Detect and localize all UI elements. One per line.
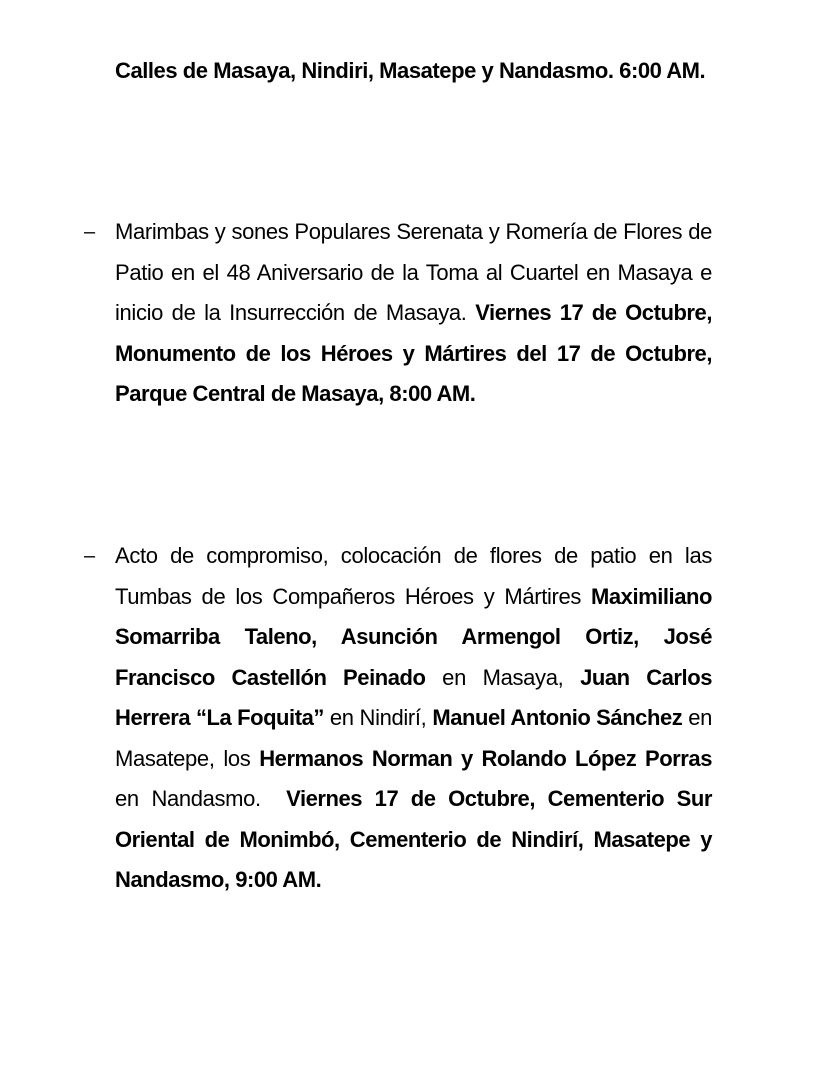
plain-text: en Nandasmo. [115, 745, 718, 811]
bold-text: Viernes 17 de Octubre, Cementerio Sur Oriental de Monimbó, Cementerio de Nindirí, Masatepe y Nandasmo, 9:00 AM. [115, 786, 712, 892]
bullet-dash-icon: – [84, 545, 96, 567]
bold-text: Hermanos Norman y Rolando López Porras [259, 745, 712, 771]
paragraph-continuation [115, 51, 712, 92]
bold-text: Maximiliano Somarriba Taleno, Asunción Armengol Ortiz, José Francisco Castellón Peinado [115, 583, 712, 690]
bold-text: Manuel Antonio Sánchez [432, 705, 683, 730]
paragraph-marimbas-event [115, 212, 712, 415]
plain-text: en Nindirí, [323, 705, 433, 730]
plain-text: en Masatepe, los [115, 705, 712, 771]
paragraph-compromiso-event [115, 536, 718, 901]
bullet-dash-icon: – [84, 221, 96, 243]
plain-text: Acto de compromiso, colocación de flores de patio en las Tumbas de los Compañeros Héroes y Mártires [115, 543, 712, 609]
bold-text: Juan Carlos Herrera “La Foquita” [115, 664, 712, 730]
plain-text: en Masaya, [425, 664, 581, 690]
bold-text: Viernes 17 de Octubre, Monumento de los Héroes y Mártires del 17 de Octubre, Parque Central de Masaya, 8:00 AM. [115, 300, 712, 406]
plain-text: Marimbas y sones Populares Serenata y Romería de Flores de Patio en el 48 Aniversario de la Toma al Cuartel en Masaya e inicio de la Insurrección de Masaya. [115, 219, 712, 325]
bold-text: Calles de Masaya, Nindiri, Masatepe y Nandasmo. 6:00 AM. [115, 58, 706, 83]
